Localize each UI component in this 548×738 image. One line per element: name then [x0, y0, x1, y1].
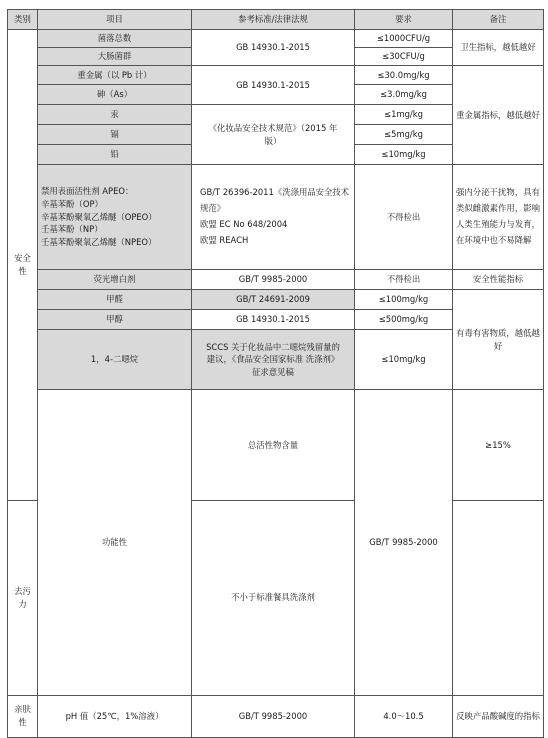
std-ph: GB/T 9985-2000 — [192, 695, 355, 737]
header-remark: 备注 — [453, 10, 544, 30]
group-safety: 安全性 — [8, 30, 38, 501]
std-apeo-1: GB/T 26396-2011《洗涤用品安全技术规范》 — [200, 187, 350, 214]
item-colony: 菌落总数 — [38, 30, 192, 48]
header-category: 类别 — [8, 10, 38, 30]
note-ph: 反映产品酸碱度的指标 — [453, 695, 544, 737]
req-dioxane: ≤10mg/kg — [355, 330, 453, 390]
item-heavy-metal: 重金属（以 Pb 计） — [38, 66, 192, 85]
table-row — [8, 30, 544, 48]
req-apeo: 不得检出 — [355, 165, 453, 270]
note-toxic: 有毒有害物质，越低越好 — [453, 290, 544, 390]
req-heavy-metal: ≤30.0mg/kg — [355, 66, 453, 85]
table-row — [8, 165, 544, 270]
apeo-line: 辛基苯酚聚氧乙烯醚（OPEO） — [41, 211, 157, 222]
req-colony: ≤1000CFU/g — [355, 30, 453, 48]
std-formaldehyde: GB/T 24691-2009 — [192, 290, 355, 310]
table-row — [8, 66, 544, 85]
std-dioxane: SCCS 关于化妆品中二噁烷残留量的建议，《食品安全国家标准 洗涤剂》征求意见稿 — [192, 330, 355, 390]
item-cadmium: 镉 — [38, 125, 192, 145]
note-apeo: 强内分泌干扰物，具有类似雌激素作用，影响人类生殖能力与发育，在环境中也不易降解 — [453, 165, 544, 270]
item-methanol: 甲醇 — [38, 310, 192, 330]
header-row — [8, 10, 544, 30]
std-metal: GB 14930.1-2015 — [192, 66, 355, 105]
header-standard: 参考标准/法律法规 — [192, 10, 355, 30]
req-surfactant: ≥15% — [453, 390, 544, 501]
table-row — [8, 695, 544, 737]
item-brightener: 荧光增白剂 — [38, 270, 192, 290]
req-formaldehyde: ≤100mg/kg — [355, 290, 453, 310]
item-decontam: 去污力 — [8, 500, 38, 695]
spec-table — [7, 9, 544, 738]
apeo-line: 辛基苯酚（OP） — [41, 199, 103, 210]
table-row — [8, 290, 544, 310]
std-methanol: GB 14930.1-2015 — [192, 310, 355, 330]
apeo-line: 禁用表面活性剂 APEO： — [41, 186, 134, 197]
item-surfactant: 总活性物含量 — [192, 390, 355, 501]
req-lead: ≤10mg/kg — [355, 145, 453, 165]
table-row — [8, 270, 544, 290]
std-brightener: GB/T 9985-2000 — [192, 270, 355, 290]
item-apeo — [38, 165, 192, 270]
item-ph: pH 值（25℃，1%溶液） — [38, 695, 192, 737]
std-apeo — [192, 165, 355, 270]
table-row — [8, 390, 544, 501]
note-brightener: 安全性能指标 — [453, 270, 544, 290]
std-cosmetic: 《化妆品安全技术规范》（2015 年版） — [192, 105, 355, 165]
apeo-line: 壬基苯酚（NP） — [41, 224, 103, 235]
item-formaldehyde: 甲醛 — [38, 290, 192, 310]
std-apeo-3: 欧盟 REACH — [200, 234, 249, 245]
note-metal: 重金属指标，越低越好 — [453, 66, 544, 165]
header-item: 项目 — [38, 10, 192, 30]
group-function: 功能性 — [38, 390, 192, 696]
group-skin: 亲肤性 — [8, 695, 38, 737]
req-ph: 4.0～10.5 — [355, 695, 453, 737]
item-dioxane: 1，4-二噁烷 — [38, 330, 192, 390]
std-hygiene: GB 14930.1-2015 — [192, 30, 355, 66]
item-lead: 铅 — [38, 145, 192, 165]
header-requirement: 要求 — [355, 10, 453, 30]
req-brightener: 不得检出 — [355, 270, 453, 290]
req-mercury: ≤1mg/kg — [355, 105, 453, 125]
item-mercury: 汞 — [38, 105, 192, 125]
std-apeo-2: 欧盟 EC No 648/2004 — [200, 219, 288, 229]
req-cadmium: ≤5mg/kg — [355, 125, 453, 145]
item-coliform: 大肠菌群 — [38, 48, 192, 66]
std-function: GB/T 9985-2000 — [355, 390, 453, 696]
req-decontam: 不小于标准餐具洗涤剂 — [192, 500, 355, 695]
req-coliform: ≤30CFU/g — [355, 48, 453, 66]
item-arsenic: 砷（As） — [38, 85, 192, 105]
req-methanol: ≤500mg/kg — [355, 310, 453, 330]
note-hygiene: 卫生指标，越低越好 — [453, 30, 544, 66]
req-arsenic: ≤3.0mg/kg — [355, 85, 453, 105]
apeo-line: 壬基苯酚聚氧乙烯醚（NPEO） — [41, 236, 157, 247]
